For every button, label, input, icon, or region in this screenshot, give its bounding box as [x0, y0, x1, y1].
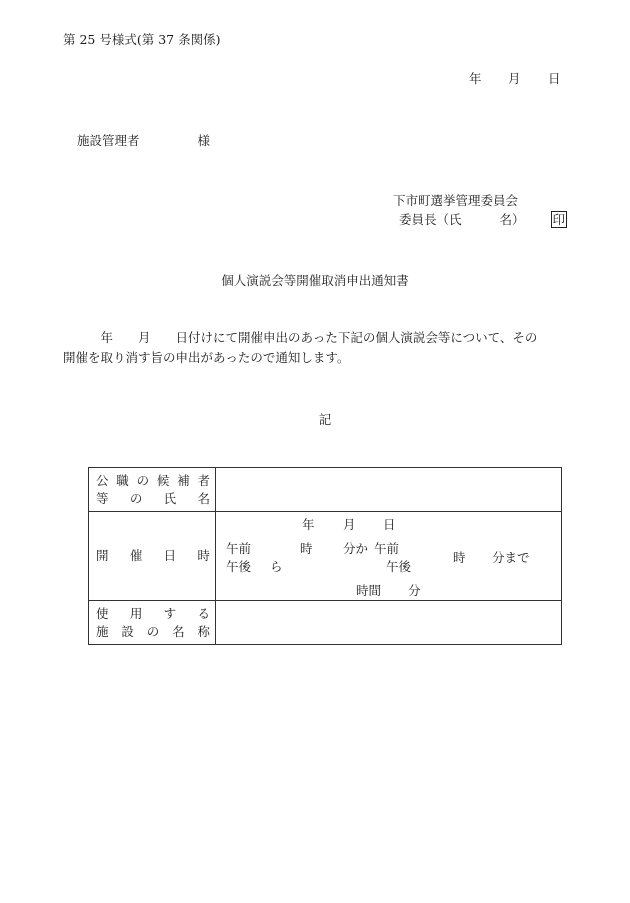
dt-month: 月 [343, 517, 356, 532]
event-datetime-value [216, 512, 562, 601]
chair-suffix: 名） [499, 212, 525, 227]
label-line: 等 の 氏 名 [96, 490, 210, 506]
datetime-block [216, 512, 561, 600]
body-line-1: 年 月 日付けにて開催申出のあった下記の個人演説会等について、その [63, 330, 538, 345]
label-line: 施 設 の 名 称 [96, 623, 210, 639]
body-paragraph [63, 328, 573, 368]
table-row [89, 512, 562, 601]
addressee-honorific: 様 [197, 133, 211, 148]
chair-name-row [399, 210, 567, 228]
label-line: 公 職 の 候 補 者 [96, 472, 210, 488]
date-day: 日 [548, 71, 561, 86]
dt-day: 日 [383, 517, 396, 532]
table-row [89, 468, 562, 512]
form-number: 第 25 号様式(第 37 条関係) [63, 32, 221, 47]
label-line: 使 用 す る [96, 605, 210, 621]
dt-duration-minutes: 分 [408, 583, 421, 598]
dt-from-tail: ら [270, 559, 283, 574]
label-line: 開 催 日 時 [96, 548, 210, 563]
details-table [88, 467, 562, 645]
dt-duration-hours: 時間 [356, 583, 382, 598]
dt-year: 年 [302, 517, 315, 532]
seal-mark: 印 [552, 212, 566, 227]
dt-pm-1: 午後 [226, 559, 252, 574]
event-datetime-label [89, 512, 216, 601]
dt-hour-2: 時 [453, 550, 466, 565]
facility-name-value [216, 601, 562, 645]
candidate-name-label [89, 468, 216, 512]
document-title: 個人演説会等開催取消申出通知書 [221, 273, 409, 288]
dt-minute-from: 分か [343, 541, 369, 556]
dt-pm-2: 午後 [386, 559, 412, 574]
sender-organization: 下市町選挙管理委員会 [393, 193, 519, 208]
dt-am-2: 午前 [374, 541, 400, 556]
date-year: 年 [469, 71, 482, 86]
dt-am-1: 午前 [226, 541, 252, 556]
date-month: 月 [508, 71, 521, 86]
ki-heading: 記 [318, 412, 332, 427]
addressee [77, 131, 210, 149]
table-row [89, 601, 562, 645]
addressee-title: 施設管理者 [77, 133, 140, 148]
body-line-2: 開催を取り消す旨の申出があったので通知します。 [63, 350, 350, 365]
dt-hour-1: 時 [300, 541, 313, 556]
chair-prefix: 委員長（氏 [399, 212, 462, 227]
dt-minute-until: 分まで [492, 550, 530, 565]
facility-name-label [89, 601, 216, 645]
candidate-name-value [216, 468, 562, 512]
